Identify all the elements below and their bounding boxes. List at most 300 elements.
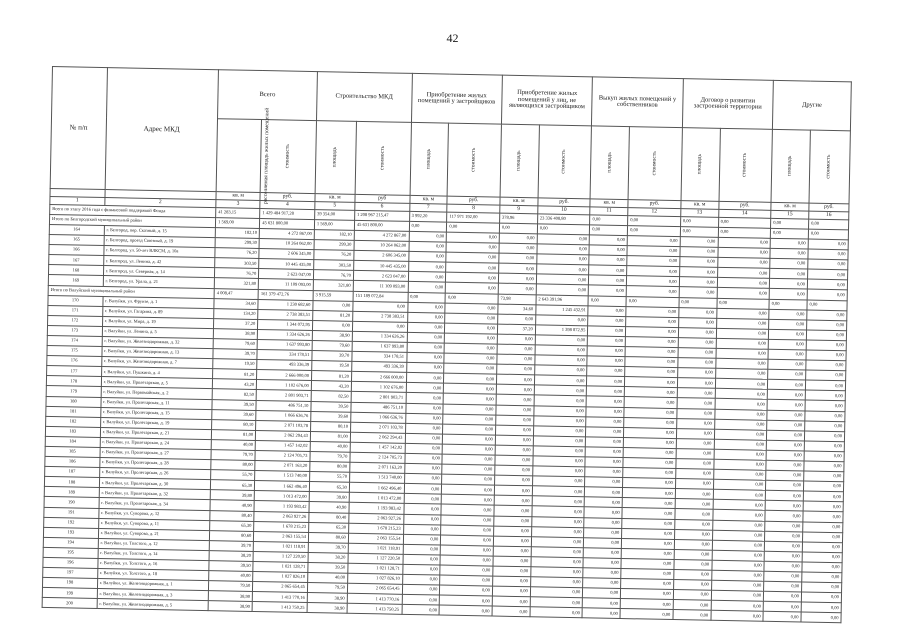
row-value-cell: 0,00 bbox=[406, 373, 444, 384]
register-table bbox=[42, 66, 852, 624]
subheader-label: площадь bbox=[786, 155, 794, 177]
table-body bbox=[42, 204, 849, 623]
row-value-cell: 0,00 bbox=[804, 431, 844, 442]
row-value-cell: 0,00 bbox=[583, 598, 621, 609]
row-value-cell: 2 623 047,00 bbox=[259, 269, 314, 280]
row-value-cell: 1 102 676,00 bbox=[351, 382, 406, 393]
row-value-cell: 55,70 bbox=[211, 470, 255, 481]
section-value-cell: 0,00 bbox=[718, 227, 771, 238]
row-value-cell: 0,00 bbox=[407, 322, 445, 333]
section-value-cell: 0,00 bbox=[628, 216, 681, 227]
row-value-cell: 334 178,51 bbox=[257, 350, 312, 361]
row-value-cell: 0,00 bbox=[499, 253, 537, 264]
row-value-cell: 0,00 bbox=[805, 411, 845, 422]
row-value-cell: 0,00 bbox=[403, 514, 441, 525]
row-value-cell: 1 027 826,10 bbox=[253, 572, 308, 583]
row-number: 193 bbox=[43, 527, 98, 538]
row-value-cell: 0,00 bbox=[532, 476, 585, 487]
row-value-cell: 0,00 bbox=[497, 354, 535, 365]
row-value-cell: 2 738 383,51 bbox=[258, 309, 313, 320]
section-value-cell: 378,96 bbox=[499, 213, 537, 224]
row-value-cell: 0,00 bbox=[807, 279, 847, 290]
row-value-cell: 0,00 bbox=[494, 475, 532, 486]
row-value-cell: 0,00 bbox=[625, 346, 678, 357]
row-value-cell: 0,00 bbox=[443, 414, 496, 425]
row-value-cell: 0,00 bbox=[623, 437, 676, 448]
row-address: г. Белгород, ул. Ленина, д. 42 bbox=[103, 256, 215, 268]
row-value-cell: 0,00 bbox=[675, 469, 713, 480]
row-value-cell: 0,00 bbox=[624, 427, 677, 438]
row-value-cell: 0,00 bbox=[444, 383, 497, 394]
row-value-cell: 0,00 bbox=[805, 380, 845, 391]
row-value-cell: 0,00 bbox=[764, 541, 802, 552]
row-value-cell: 182,10 bbox=[314, 230, 354, 241]
row-value-cell: 0,00 bbox=[805, 421, 845, 432]
row-address: г. Валуйки, ул. Толстого, д. 12 bbox=[98, 538, 210, 550]
row-number: 164 bbox=[49, 224, 104, 235]
row-value-cell: 0,00 bbox=[624, 387, 677, 398]
row-value-cell: 80,60 bbox=[209, 530, 253, 541]
section-value-cell: 0,00 bbox=[588, 295, 626, 306]
row-value-cell: 0,00 bbox=[584, 517, 622, 528]
row-value-cell: 0,00 bbox=[715, 399, 768, 410]
section-value-cell: 0,00 bbox=[808, 219, 848, 230]
row-value-cell: 0,00 bbox=[807, 320, 847, 331]
row-value-cell: 0,00 bbox=[804, 451, 844, 462]
row-value-cell: 0,00 bbox=[712, 560, 765, 571]
row-value-cell: 0,00 bbox=[716, 328, 769, 339]
row-value-cell: 0,00 bbox=[587, 366, 625, 377]
row-value-cell: 0,00 bbox=[765, 531, 803, 542]
row-value-cell: 2 606 345,00 bbox=[259, 249, 314, 260]
row-value-cell: 2 071 103,78 bbox=[350, 422, 405, 433]
row-number: 174 bbox=[47, 335, 102, 346]
row-value-cell: 0,00 bbox=[801, 592, 841, 603]
row-value-cell: 0,00 bbox=[712, 520, 765, 531]
row-value-cell: 0,00 bbox=[537, 244, 590, 255]
row-value-cell: 0,00 bbox=[443, 404, 496, 415]
row-value-cell: 0,00 bbox=[678, 348, 716, 359]
row-value-cell: 0,00 bbox=[443, 393, 496, 404]
subheader-label: стоимость bbox=[284, 144, 291, 169]
row-value-cell: 2 065 654,45 bbox=[347, 583, 402, 594]
row-value-cell: 0,00 bbox=[534, 405, 587, 416]
row-value-cell: 0,00 bbox=[763, 591, 801, 602]
row-address: г. Валуйки, ул. Пролетарская, д. 26 bbox=[99, 468, 211, 480]
row-value-cell: 0,00 bbox=[494, 506, 532, 517]
row-value-cell: 1 513 740,00 bbox=[255, 471, 310, 482]
row-value-cell: 0,00 bbox=[404, 463, 442, 474]
row-value-cell: 76,70 bbox=[215, 268, 259, 279]
row-value-cell: 1 245 432,91 bbox=[536, 304, 589, 315]
row-address: г. Валуйки, ул. Первомайская, д. 2 bbox=[101, 387, 213, 399]
row-value-cell: 0,00 bbox=[408, 282, 446, 293]
units-cell: руб. bbox=[718, 201, 771, 210]
row-value-cell: 0,00 bbox=[530, 587, 583, 598]
row-value-cell: 0,00 bbox=[586, 437, 624, 448]
row-value-cell: 0,00 bbox=[409, 241, 447, 252]
row-value-cell: 0,00 bbox=[587, 356, 625, 367]
row-value-cell: 0,00 bbox=[627, 256, 680, 267]
row-value-cell: 0,00 bbox=[677, 398, 715, 409]
row-value-cell: 79,50 bbox=[307, 583, 347, 594]
row-value-cell: 1 021 118,91 bbox=[253, 541, 308, 552]
row-number: 166 bbox=[49, 245, 104, 256]
row-value-cell: 0,00 bbox=[712, 550, 765, 561]
row-value-cell: 0,00 bbox=[802, 562, 842, 573]
row-value-cell: 0,00 bbox=[713, 479, 766, 490]
row-value-cell: 0,00 bbox=[440, 565, 493, 576]
row-value-cell: 55,70 bbox=[309, 472, 349, 483]
row-value-cell: 0,00 bbox=[404, 484, 442, 495]
row-value-cell: 0,00 bbox=[493, 576, 531, 587]
row-value-cell: 1 193 983,42 bbox=[349, 503, 404, 514]
row-value-cell: 82,50 bbox=[212, 389, 256, 400]
row-value-cell: 0,00 bbox=[533, 415, 586, 426]
row-value-cell: 0,00 bbox=[535, 314, 588, 325]
row-value-cell: 39,70 bbox=[209, 540, 253, 551]
row-value-cell: 38,20 bbox=[308, 552, 348, 563]
row-value-cell: 40,00 bbox=[209, 571, 253, 582]
row-number: 179 bbox=[46, 386, 101, 397]
row-value-cell: 0,00 bbox=[770, 259, 808, 270]
row-address: г. Валуйки, ул. Пушкина, д. 4 bbox=[101, 367, 213, 379]
section-value-cell: 1 569,00 bbox=[314, 220, 354, 231]
row-value-cell: 80,40 bbox=[210, 510, 254, 521]
row-value-cell: 76,20 bbox=[314, 250, 354, 261]
row-value-cell: 0,00 bbox=[621, 569, 674, 580]
section-value-cell: 0,00 bbox=[445, 293, 498, 304]
row-value-cell: 4 272 867,00 bbox=[259, 229, 314, 240]
row-value-cell: 0,00 bbox=[352, 321, 407, 332]
row-value-cell: 321,80 bbox=[313, 280, 353, 291]
row-number: 190 bbox=[44, 497, 99, 508]
row-value-cell: 79,70 bbox=[310, 451, 350, 462]
row-address: г. Валуйки, ул. Пролетарская, д. 27 bbox=[100, 447, 212, 459]
row-address: г. Валуйки, ул. Железнодорожная, д. 1 bbox=[97, 579, 209, 591]
row-value-cell: 0,00 bbox=[717, 278, 770, 289]
section-value-cell: 23 336 408,80 bbox=[537, 214, 590, 225]
row-value-cell: 134,20 bbox=[214, 308, 258, 319]
row-value-cell: 65,30 bbox=[210, 480, 254, 491]
row-value-cell: 40,90 bbox=[309, 502, 349, 513]
row-address: г. Валуйки, ул. Толстого, д. 16 bbox=[98, 558, 210, 570]
row-value-cell: 1 678 215,23 bbox=[348, 523, 403, 534]
row-value-cell: 0,00 bbox=[680, 247, 718, 258]
row-value-cell: 38,90 bbox=[312, 330, 352, 341]
row-value-cell: 0,00 bbox=[622, 538, 675, 549]
row-value-cell: 0,00 bbox=[584, 527, 622, 538]
row-value-cell: 0,00 bbox=[763, 602, 801, 613]
row-value-cell: 39,60 bbox=[212, 409, 256, 420]
row-value-cell: 0,00 bbox=[530, 607, 583, 618]
row-value-cell: 299,30 bbox=[314, 240, 354, 251]
row-value-cell: 65,30 bbox=[308, 522, 348, 533]
row-value-cell: 0,00 bbox=[765, 501, 803, 512]
section-value-cell: 0,00 bbox=[590, 225, 628, 236]
row-value-cell: 0,00 bbox=[718, 237, 771, 248]
row-value-cell: 0,00 bbox=[587, 376, 625, 387]
row-value-cell: 81,20 bbox=[313, 310, 353, 321]
column-number-cell: 6 bbox=[355, 202, 410, 211]
row-value-cell: 0,00 bbox=[622, 488, 675, 499]
row-value-cell: 0,00 bbox=[804, 471, 844, 482]
section-value-cell: 0,00 bbox=[679, 297, 717, 308]
row-value-cell: 0,00 bbox=[533, 456, 586, 467]
row-address: г. Белгород, ул. Северная, д. 14 bbox=[103, 266, 215, 278]
section-value-cell: 0,00 bbox=[537, 224, 590, 235]
section-value-cell: 0,00 bbox=[590, 215, 628, 226]
row-value-cell: 0,00 bbox=[496, 405, 534, 416]
row-value-cell: 0,00 bbox=[496, 394, 534, 405]
row-value-cell: 0,00 bbox=[627, 276, 680, 287]
row-value-cell: 1 637 993,80 bbox=[257, 339, 312, 350]
row-value-cell: 0,00 bbox=[446, 262, 499, 273]
row-value-cell: 0,00 bbox=[536, 264, 589, 275]
section-value-cell: 3 915,59 bbox=[313, 290, 353, 301]
row-value-cell: 1 021 128,71 bbox=[348, 563, 403, 574]
row-value-cell: 0,00 bbox=[404, 473, 442, 484]
row-number: 181 bbox=[46, 406, 101, 417]
section-value-cell: 161 379 472,76 bbox=[258, 289, 313, 300]
row-value-cell: 1 230 682,60 bbox=[258, 299, 313, 310]
subheader-label: стоимость bbox=[651, 151, 658, 176]
row-value-cell: 0,00 bbox=[674, 549, 712, 560]
row-value-cell: 0,00 bbox=[716, 308, 769, 319]
row-value-cell: 0,00 bbox=[770, 238, 808, 249]
row-value-cell: 0,00 bbox=[312, 320, 352, 331]
row-value-cell: 0,00 bbox=[678, 337, 716, 348]
row-value-cell: 1 013 472,00 bbox=[349, 493, 404, 504]
row-value-cell: 2 063 155,54 bbox=[254, 531, 309, 542]
row-value-cell: 0,00 bbox=[715, 368, 768, 379]
row-value-cell: 0,00 bbox=[531, 557, 584, 568]
subheader-label: площадь bbox=[606, 152, 613, 173]
row-number: 191 bbox=[44, 507, 99, 518]
row-value-cell: 19,50 bbox=[312, 361, 352, 372]
row-value-cell: 493 336,39 bbox=[257, 360, 312, 371]
row-value-cell: 0,00 bbox=[532, 506, 585, 517]
row-value-cell: 2 063 927,26 bbox=[254, 511, 309, 522]
row-value-cell: 0,00 bbox=[805, 390, 845, 401]
row-value-cell: 0,00 bbox=[403, 524, 441, 535]
column-number-cell: 14 bbox=[718, 209, 771, 218]
header-group-developers: Приобретение жилых помещений у застройщиков bbox=[411, 73, 502, 124]
row-value-cell: 0,00 bbox=[402, 595, 440, 606]
row-value-cell: 0,00 bbox=[802, 532, 842, 543]
row-value-cell: 0,00 bbox=[713, 490, 766, 501]
row-value-cell: 0,00 bbox=[441, 504, 494, 515]
row-value-cell: 0,00 bbox=[496, 415, 534, 426]
row-value-cell: 0,00 bbox=[620, 609, 673, 620]
row-address: г. Валуйки, ул. Железнодорожная, д. 3 bbox=[97, 589, 209, 601]
row-value-cell: 0,00 bbox=[623, 447, 676, 458]
row-value-cell: 0,00 bbox=[803, 511, 843, 522]
row-value-cell: 1 457 142,02 bbox=[255, 440, 310, 451]
row-value-cell: 0,00 bbox=[675, 499, 713, 510]
row-value-cell: 2 062 294,43 bbox=[350, 432, 405, 443]
subheader-label: площадь bbox=[425, 148, 432, 170]
row-number: 199 bbox=[42, 588, 97, 599]
column-number-cell: 1 bbox=[50, 196, 105, 205]
row-value-cell: 0,00 bbox=[679, 267, 717, 278]
header-group-construction: Строительство МКД bbox=[316, 72, 412, 123]
section-value-cell: 0,00 bbox=[770, 228, 808, 239]
section-value-cell: 41 283,15 bbox=[216, 208, 260, 219]
header-group-other: Другие bbox=[773, 80, 852, 130]
row-value-cell: 0,00 bbox=[801, 602, 841, 613]
row-value-cell: 1 193 983,42 bbox=[254, 501, 309, 512]
row-value-cell: 80,00 bbox=[211, 460, 255, 471]
row-value-cell: 1 334 626,26 bbox=[352, 331, 407, 342]
column-number-cell: 16 bbox=[809, 211, 849, 220]
row-value-cell: 79,50 bbox=[209, 581, 253, 592]
row-value-cell: 0,00 bbox=[767, 420, 805, 431]
row-value-cell: 0,00 bbox=[679, 277, 717, 288]
row-address: г. Валуйки, ул. Толстого, д. 18 bbox=[97, 569, 209, 581]
row-value-cell: 0,00 bbox=[446, 252, 499, 263]
row-value-cell: 38,90 bbox=[307, 603, 347, 614]
subheader-cell bbox=[447, 123, 501, 197]
row-value-cell: 1 066 636,76 bbox=[256, 410, 311, 421]
column-number-cell: 7 bbox=[409, 203, 447, 212]
row-number: 200 bbox=[42, 598, 97, 609]
row-value-cell: 2 666 000,00 bbox=[257, 370, 312, 381]
row-value-cell: 81,00 bbox=[310, 431, 350, 442]
row-value-cell: 1 013 472,00 bbox=[254, 491, 309, 502]
row-value-cell: 0,00 bbox=[714, 449, 767, 460]
row-value-cell: 0,00 bbox=[408, 252, 446, 263]
row-value-cell: 0,00 bbox=[675, 509, 713, 520]
row-value-cell: 0,00 bbox=[444, 343, 497, 354]
row-value-cell: 0,00 bbox=[444, 373, 497, 384]
subheader-cell bbox=[500, 124, 539, 198]
row-value-cell: 0,00 bbox=[535, 355, 588, 366]
section-value-cell: 0,00 bbox=[718, 217, 771, 228]
row-value-cell: 1 127 220,50 bbox=[348, 553, 403, 564]
row-value-cell: 0,00 bbox=[407, 302, 445, 313]
row-value-cell: 38,90 bbox=[213, 328, 257, 339]
row-value-cell: 0,00 bbox=[584, 497, 622, 508]
subheader-cell bbox=[315, 121, 356, 195]
row-value-cell: 0,00 bbox=[406, 352, 444, 363]
row-value-cell: 0,00 bbox=[627, 236, 680, 247]
row-value-cell: 0,00 bbox=[444, 363, 497, 374]
row-value-cell: 0,00 bbox=[441, 494, 494, 505]
row-value-cell: 0,00 bbox=[765, 491, 803, 502]
row-value-cell: 0,00 bbox=[497, 344, 535, 355]
row-value-cell: 303,50 bbox=[314, 260, 354, 271]
row-value-cell: 0,00 bbox=[679, 287, 717, 298]
row-value-cell: 0,00 bbox=[804, 441, 844, 452]
row-value-cell: 0,00 bbox=[313, 300, 353, 311]
section-value-cell: 0,00 bbox=[680, 217, 718, 228]
row-value-cell: 39,80 bbox=[309, 492, 349, 503]
row-value-cell: 0,00 bbox=[714, 429, 767, 440]
row-address: г. Валуйки, ул. Суворова, д. 11 bbox=[98, 518, 210, 530]
row-value-cell: 0,00 bbox=[402, 564, 440, 575]
row-value-cell: 0,00 bbox=[446, 242, 499, 253]
row-value-cell: 0,00 bbox=[769, 289, 807, 300]
row-address: г. Валуйки, ул. Суворова, д. 12 bbox=[98, 508, 210, 520]
row-number: 175 bbox=[47, 345, 102, 356]
subheader-cell bbox=[538, 125, 592, 199]
row-value-cell: 0,00 bbox=[806, 370, 846, 381]
row-value-cell: 0,00 bbox=[537, 234, 590, 245]
row-value-cell: 2 071 163,20 bbox=[255, 461, 310, 472]
row-value-cell: 0,00 bbox=[806, 340, 846, 351]
header-address: Адрес МКД bbox=[105, 68, 219, 192]
row-value-cell: 303,50 bbox=[215, 258, 259, 269]
row-value-cell: 0,00 bbox=[765, 511, 803, 522]
row-value-cell: 39,50 bbox=[308, 563, 348, 574]
row-value-cell: 0,00 bbox=[711, 590, 764, 601]
row-value-cell: 2 801 903,71 bbox=[256, 390, 311, 401]
section-value-cell: 1 569,00 bbox=[216, 218, 260, 229]
column-number-cell: 5 bbox=[315, 202, 355, 211]
row-address: г. Валуйки, ул. Толстого, д. 14 bbox=[98, 548, 210, 560]
row-number: 177 bbox=[47, 366, 102, 377]
row-value-cell: 0,00 bbox=[493, 566, 531, 577]
row-value-cell: 0,00 bbox=[626, 306, 679, 317]
section-value-cell: 0,00 bbox=[769, 299, 807, 310]
header-group-non-developers: Приобретение жилых помещений у лиц, не являющихся застройщиком bbox=[501, 75, 592, 126]
section-value-cell: 0,00 bbox=[771, 218, 809, 229]
row-value-cell: 0,00 bbox=[442, 474, 495, 485]
header-group-buyout: Выкуп жилых помещений у собственников bbox=[592, 77, 683, 128]
row-value-cell: 0,00 bbox=[585, 487, 623, 498]
row-value-cell: 0,00 bbox=[446, 283, 499, 294]
row-value-cell: 1 334 626,26 bbox=[258, 329, 313, 340]
row-value-cell: 0,00 bbox=[447, 232, 500, 243]
column-number-cell: 2 bbox=[104, 198, 216, 208]
section-value-cell: 151 189 072,84 bbox=[353, 291, 408, 302]
row-value-cell: 0,00 bbox=[627, 246, 680, 257]
row-value-cell: 0,00 bbox=[766, 440, 804, 451]
row-value-cell: 0,00 bbox=[680, 237, 718, 248]
row-value-cell: 0,00 bbox=[674, 529, 712, 540]
row-value-cell: 0,00 bbox=[624, 417, 677, 428]
row-value-cell: 0,00 bbox=[408, 262, 446, 273]
row-value-cell: 0,00 bbox=[589, 285, 627, 296]
row-value-cell: 0,00 bbox=[803, 481, 843, 492]
row-value-cell: 0,00 bbox=[808, 239, 848, 250]
row-value-cell: 0,00 bbox=[803, 491, 843, 502]
row-address: г. Валуйки, ул. Пролетарская, д. 19 bbox=[100, 417, 212, 429]
row-value-cell: 0,00 bbox=[716, 348, 769, 359]
subheader-cell bbox=[771, 129, 810, 203]
row-value-cell: 0,00 bbox=[714, 409, 767, 420]
row-value-cell: 0,00 bbox=[621, 548, 674, 559]
row-number: 184 bbox=[45, 436, 100, 447]
row-value-cell: 334 178,51 bbox=[352, 351, 407, 362]
row-value-cell: 0,00 bbox=[621, 589, 674, 600]
row-value-cell: 0,00 bbox=[439, 605, 492, 616]
row-value-cell: 10 264 062,00 bbox=[354, 240, 409, 251]
section-value-cell: 3 992,20 bbox=[409, 211, 447, 222]
row-value-cell: 0,00 bbox=[532, 496, 585, 507]
row-number: 182 bbox=[46, 416, 101, 427]
row-value-cell: 0,00 bbox=[536, 284, 589, 295]
row-value-cell: 0,00 bbox=[405, 413, 443, 424]
row-address: г. Валуйки, ул. Суворова, д. 21 bbox=[98, 528, 210, 540]
row-value-cell: 0,00 bbox=[805, 400, 845, 411]
row-address: г. Валуйки, ул. Пролетарская, д. 28 bbox=[99, 458, 211, 470]
row-value-cell: 1 513 740,00 bbox=[349, 472, 404, 483]
column-number-cell: 8 bbox=[447, 204, 500, 213]
row-value-cell: 0,00 bbox=[402, 574, 440, 585]
row-value-cell: 0,00 bbox=[406, 393, 444, 404]
